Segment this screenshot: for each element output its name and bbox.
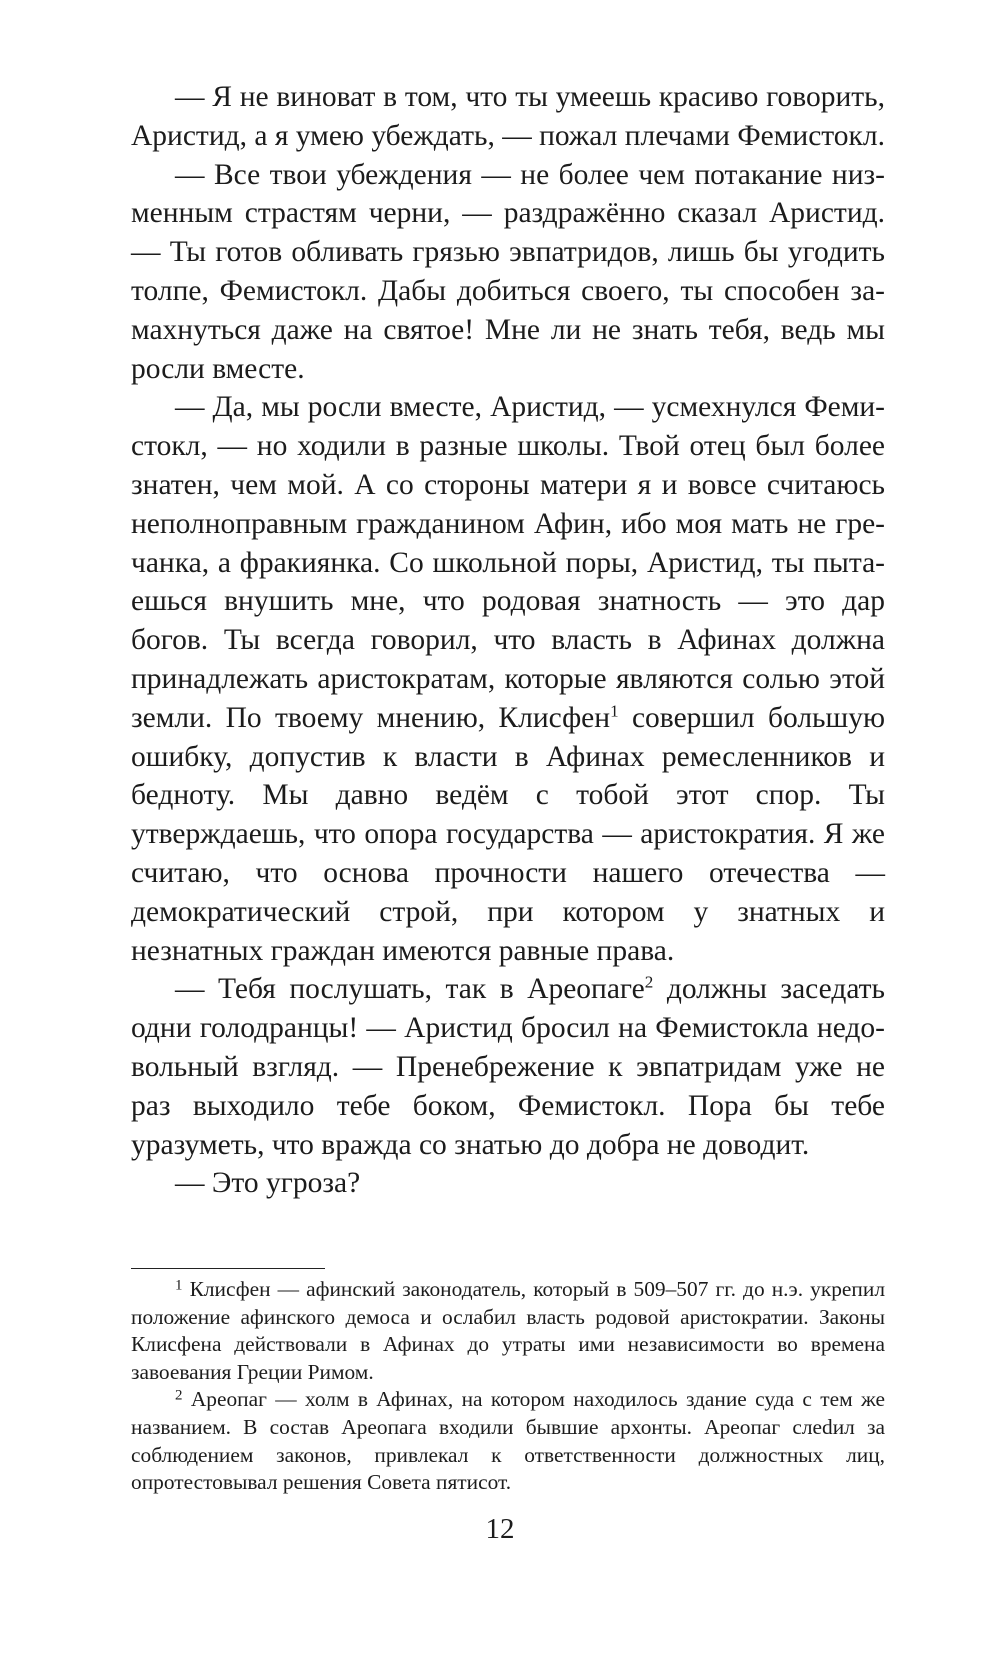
footnote-mark-2: 2 [175,1387,183,1404]
footnote-divider [131,1268,325,1269]
paragraph-5: — Это угроза? [175,1167,361,1200]
paragraph-4: — Тебя послушать, так в Ареопаге$^2$ должны заседать одни голодранцы! — Аристид бросил на Фемистокла недовольный взгляд. — Пренебрежение к эвпатридам уже не раз выходило тебе боком, Фемистокл. Пора бы тебе уразуметь, что вражда со знатью до добра не доводит. [131,972,886,1161]
page-number: 12 [485,1513,515,1545]
paragraph-1: — Я не виноват в том, что ты умеешь красиво говорить, Аристид, а я умею убеждать, — пожал плечами Фемистокл. [131,81,885,152]
footnote-ref-2: 2 [644,972,654,992]
footnote-2: $^2$ Ареопаг — холм в Афинах, на котором находилось здание суда с тем же названием. В состав Ареопага входили бывшие архонты. Ареопаг слеdил за соблюдением законов, привлекал к ответственности должностных лиц, опротестовывал решения Совета пятисот. [131,1387,885,1495]
paragraph-2: — Все твои убеждения — не более чем потакание низменным страстям черни, — раздражённо сказал Аристид. — Ты готов обливать грязью эвпатридов, лишь бы угодить толпе, Фемистокл. Дабы добиться своего, ты способен замахнуться даже на святое! Мне ли не знать тебя, ведь мы росли вместе. [131,158,885,385]
paragraph-3: — Да, мы росли вместе, Аристид, — усмехнулся Фемистокл, — но ходили в разные школы. Твой отец был более знатен, чем мой. А со стороны матери я и вовсе считаюсь неполноправным гражданином Афин, ибо моя мать не гречанка, а фракиянка. Со школьной поры, Аристид, ты пытаешься внушить мне, что родовая знатность — это дар богов. Ты всегда говорил, что власть в Афинах должна принадлежать аристократам, которые являются солью этой земли. По твоему мнению, Клисфен$^1$ совершил большую ошибку, допустив к власти в Афинах ремесленников и бедноту. Мы давно ведём с тобой этот спор. Ты утверждаешь, что опора государства — аристократия. Я же считаю, что основа прочности нашего отечества — демократический строй, при котором у знатных и незнатных граждан имеются равные права. [131,391,886,967]
footnote-ref-1: 1 [610,701,619,721]
footnote-1: $^1$ Клисфен — афинский законодатель, который в 509–507 гг. до н.э. укрепил положение афинского демоса и ослабил власть родовой аристократии. Законы Клисфена действовали в Афинах до утраты ими независимости во времена завоевания Греции Римом. [131,1277,885,1384]
main-text [131,78,885,1203]
footnote-mark-1: 1 [175,1277,183,1294]
footnotes [131,1276,885,1497]
